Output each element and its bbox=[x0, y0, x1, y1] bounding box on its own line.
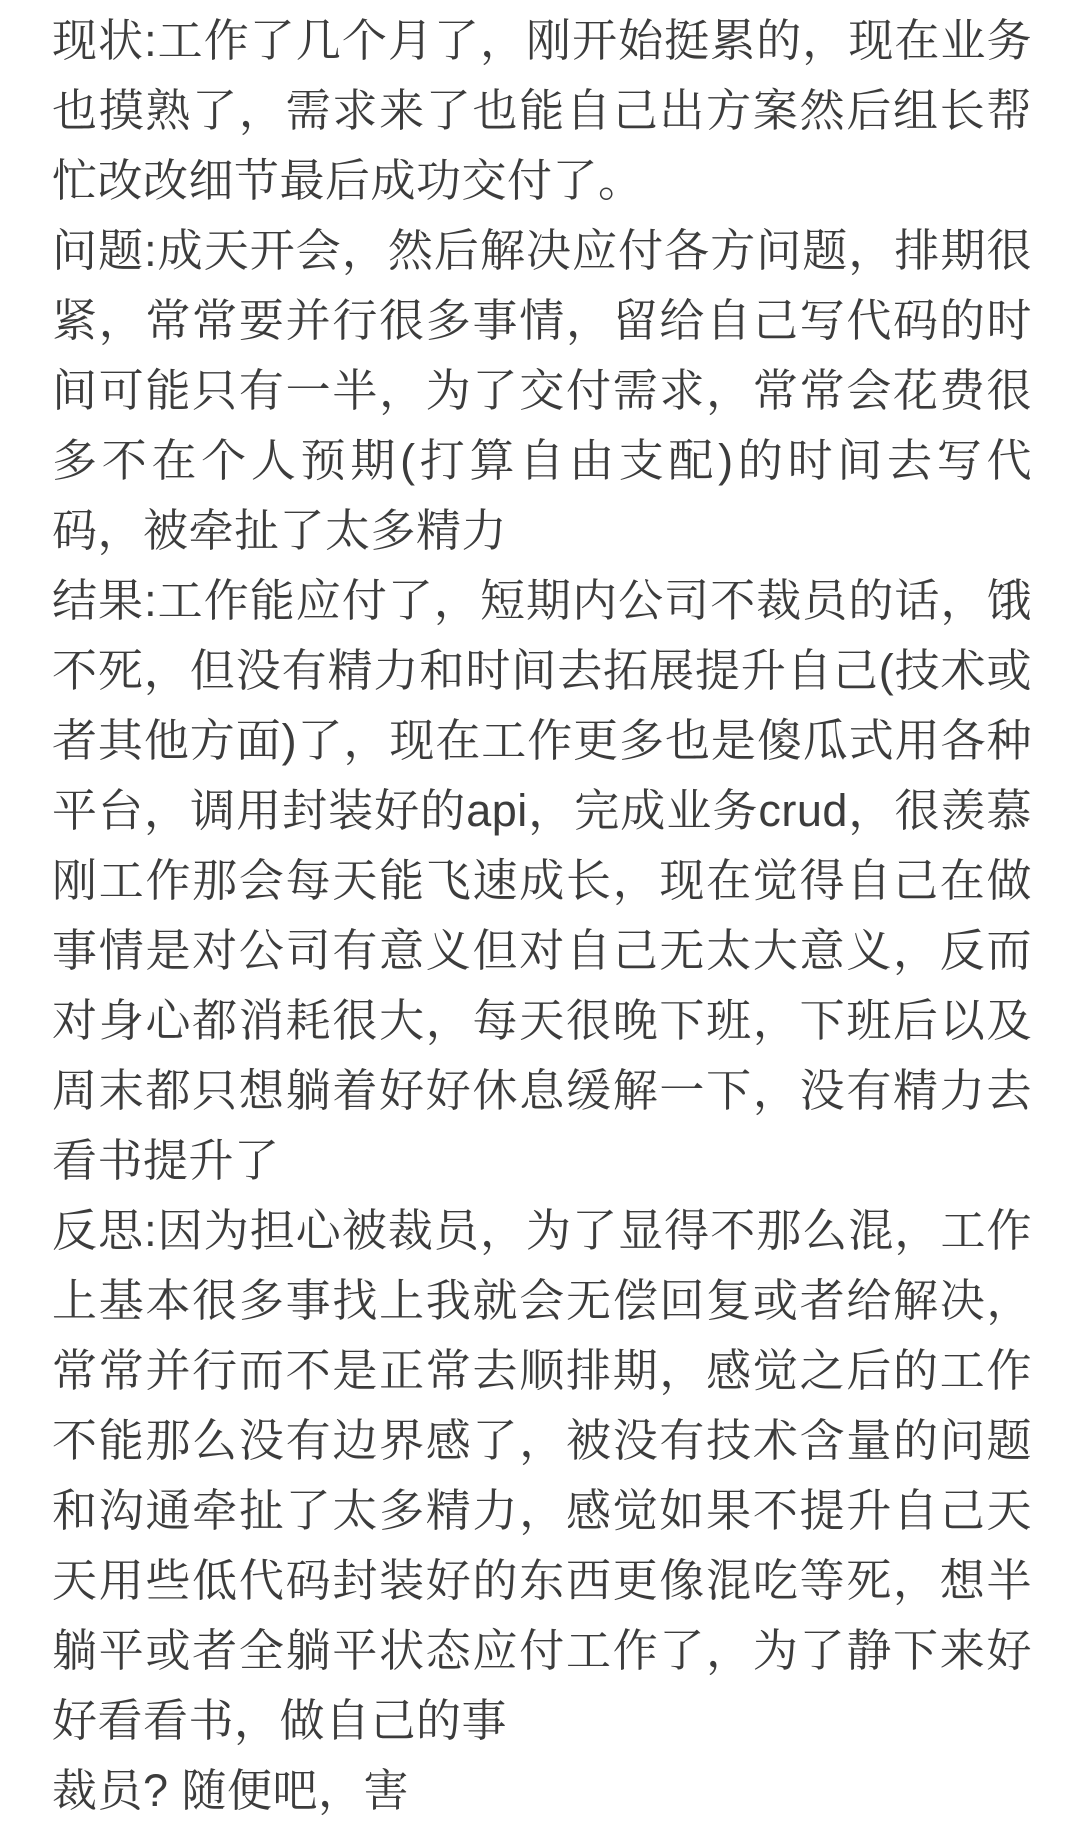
paragraph-problems: 问题:成天开会，然后解决应付各方问题，排期很紧，常常要并行很多事情，留给自己写代码的时间可能只有一半，为了交付需求，常常会花费很多不在个人预期(打算自由支配)的时间去写代码，被牵扯了太多精力 bbox=[52, 225, 1032, 556]
paragraph-reflection: 反思:因为担心被裁员，为了显得不那么混，工作上基本很多事找上我就会无偿回复或者给解决，常常并行而不是正常去顺排期，感觉之后的工作不能那么没有边界感了，被没有技术含量的问题和沟通牵扯了太多精力，感觉如果不提升自己天天用些低代码封装好的东西更像混吃等死，想半躺平或者全躺平状态应付工作了，为了静下来好好看看书，做自己的事 bbox=[52, 1205, 1032, 1746]
paragraph-current-status: 现状:工作了几个月了，刚开始挺累的，现在业务也摸熟了，需求来了也能自己出方案然后组长帮忙改改细节最后成功交付了。 bbox=[52, 15, 1032, 206]
paragraph-closing: 裁员? 随便吧，害 bbox=[52, 1765, 410, 1816]
paragraph-result: 结果:工作能应付了，短期内公司不裁员的话，饿不死，但没有精力和时间去拓展提升自己(技术或者其他方面)了，现在工作更多也是傻瓜式用各种平台，调用封装好的api，完成业务crud，很羡慕刚工作那会每天能飞速成长，现在觉得自己在做事情是对公司有意义但对自己无太大意义，反而对身心都消耗很大，每天很晚下班，下班后以及周末都只想躺着好好休息缓解一下，没有精力去看书提升了 bbox=[52, 575, 1032, 1186]
